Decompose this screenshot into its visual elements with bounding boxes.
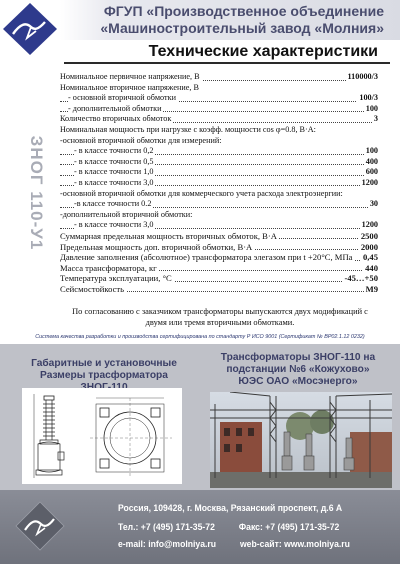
spec-value: 400: [365, 156, 378, 166]
substation-title-line2: подстанции №6 «Кожухово»: [226, 364, 370, 375]
spec-label: Суммарная предельная мощность вторичных обмоток, В·А: [60, 230, 277, 241]
spec-row: [60, 146, 378, 157]
side-product-title-text: ЗНОГ 110-У1: [27, 135, 46, 251]
header: [0, 0, 400, 72]
spec-value: 0,45: [362, 252, 378, 263]
spec-row: [60, 83, 378, 94]
spec-label: -основной вторичной обмотки для коммерческого учета расхода электроэнергии:: [60, 188, 343, 198]
title-divider: [64, 62, 390, 64]
spec-value: 2500: [360, 230, 378, 241]
spec-value: 110000/3: [347, 72, 378, 81]
spec-value: 600: [365, 167, 378, 177]
spec-label: Масса трансформатора, кг: [60, 262, 157, 273]
spec-list: [60, 72, 378, 294]
spec-row: [60, 114, 378, 125]
spec-row: [60, 210, 378, 221]
spec-label: - дополнительной обмотки: [68, 103, 162, 113]
dimension-drawing: [22, 388, 182, 484]
spec-row: [60, 263, 378, 274]
spec-value: 100/3: [359, 93, 378, 103]
spec-row: [60, 104, 378, 115]
footer-fax: Факс: +7 (495) 171-35-72: [238, 521, 340, 532]
spec-label: Давление заполнения (абсолютное) трансформатора элегазом при t +20°С, МПа: [60, 252, 353, 263]
spec-label: -дополнительной вторичной обмотки:: [60, 209, 193, 219]
org-name-line2: «Машиностроительный завод «Молния»: [100, 20, 384, 36]
spec-row: [60, 273, 378, 284]
spec-value: 2000: [360, 241, 378, 252]
company-logo: [0, 0, 60, 58]
substation-panel-title: [205, 352, 391, 388]
spec-label: Температура эксплуатации, °С: [60, 273, 172, 284]
spec-label: - в классе точности 3,0: [74, 220, 154, 230]
footer-address: Россия, 109428, г. Москва, Рязанский проспект, д.6 А: [118, 502, 343, 513]
spec-value: 440: [365, 262, 378, 273]
spec-row: [60, 125, 378, 136]
spec-label: Сейсмостойкость: [60, 283, 125, 294]
spec-label: Номинальная мощность при нагрузке с коэфф. мощности cos φ=0.8, В·А:: [60, 124, 316, 134]
certification-text: Система качества разработки и производства сертифицирована по стандарту Р ИСО 9001 (Сертификат № ВР02.1.12 0232): [35, 334, 365, 340]
spec-row: [60, 136, 378, 147]
illustrations-section: [0, 344, 400, 490]
spec-row: [60, 167, 378, 178]
spec-row: [60, 220, 378, 231]
substation-title-line3: ЮЭС ОАО «Мосэнерго»: [238, 376, 358, 387]
substation-panel: [205, 352, 391, 490]
spec-value: -45…+50: [344, 273, 378, 284]
spec-row: [60, 157, 378, 168]
substation-title-line1: Трансформаторы ЗНОГ-110 на: [220, 352, 376, 363]
dimensions-title-line2: Размеры трасформатора: [40, 370, 168, 381]
spec-value: 100: [365, 103, 378, 113]
spec-label: Количество вторичных обмоток: [60, 114, 172, 124]
footer: [0, 490, 400, 564]
spec-label: Номинальное вторичное напряжение, В: [60, 82, 199, 92]
spec-label: - в классе точности 0,5: [74, 156, 154, 166]
modification-note: По согласованию с заказчиком трансформаторы выпускаются двух модификаций с двумя или тремя вторичными обмотками.: [72, 307, 368, 327]
lightning-logo-icon: [14, 500, 66, 552]
side-product-title: [26, 118, 46, 268]
footer-phone: Тел.: +7 (495) 171-35-72: [118, 521, 215, 532]
footer-logo: [14, 500, 66, 552]
spec-row: [60, 242, 378, 253]
footer-website-link[interactable]: web-сайт: www.molniya.ru: [239, 538, 350, 549]
spec-row: [60, 178, 378, 189]
spec-row: [60, 189, 378, 200]
spec-label: -в классе точности 0.2: [74, 199, 152, 209]
dimensions-panel: [18, 358, 190, 486]
spec-row: [60, 284, 378, 295]
spec-row: [60, 72, 378, 83]
spec-value: 100: [365, 146, 378, 156]
spec-value: 1200: [361, 220, 378, 230]
lightning-logo-icon: [0, 0, 60, 58]
spec-row: [60, 252, 378, 263]
substation-photo: [210, 392, 392, 488]
spec-label: Номинальное первичное напряжение, В: [60, 72, 200, 81]
spec-value: М9: [365, 283, 378, 294]
footer-email-link[interactable]: e-mail: info@molniya.ru: [118, 538, 217, 549]
spec-row: [60, 199, 378, 210]
spec-label: - в классе точности 1,0: [74, 167, 154, 177]
org-name-line1: ФГУП «Производственное объединение: [103, 3, 384, 19]
page-title: Технические характеристики: [148, 43, 378, 60]
spec-label: - основной вторичной обмотки: [68, 93, 176, 103]
dimensions-title-line1: Габаритные и установочные: [31, 358, 177, 369]
spec-label: -основной вторичной обмотки для измерений:: [60, 135, 222, 145]
spec-label: - в классе точности 3,0: [74, 177, 154, 187]
spec-value: 3: [373, 114, 378, 124]
spec-value: 1200: [361, 177, 378, 187]
spec-row: [60, 93, 378, 104]
spec-row: [60, 231, 378, 242]
spec-value: 30: [369, 199, 378, 209]
substation-photo-icon: [210, 392, 392, 488]
footer-contacts: [118, 538, 350, 549]
footer-phones: [118, 521, 339, 532]
transformer-drawing-icon: [22, 388, 182, 484]
spec-label: Предельная мощность доп. вторичной обмотки, В·А: [60, 241, 253, 252]
spec-label: - в классе точности 0,2: [74, 146, 154, 156]
